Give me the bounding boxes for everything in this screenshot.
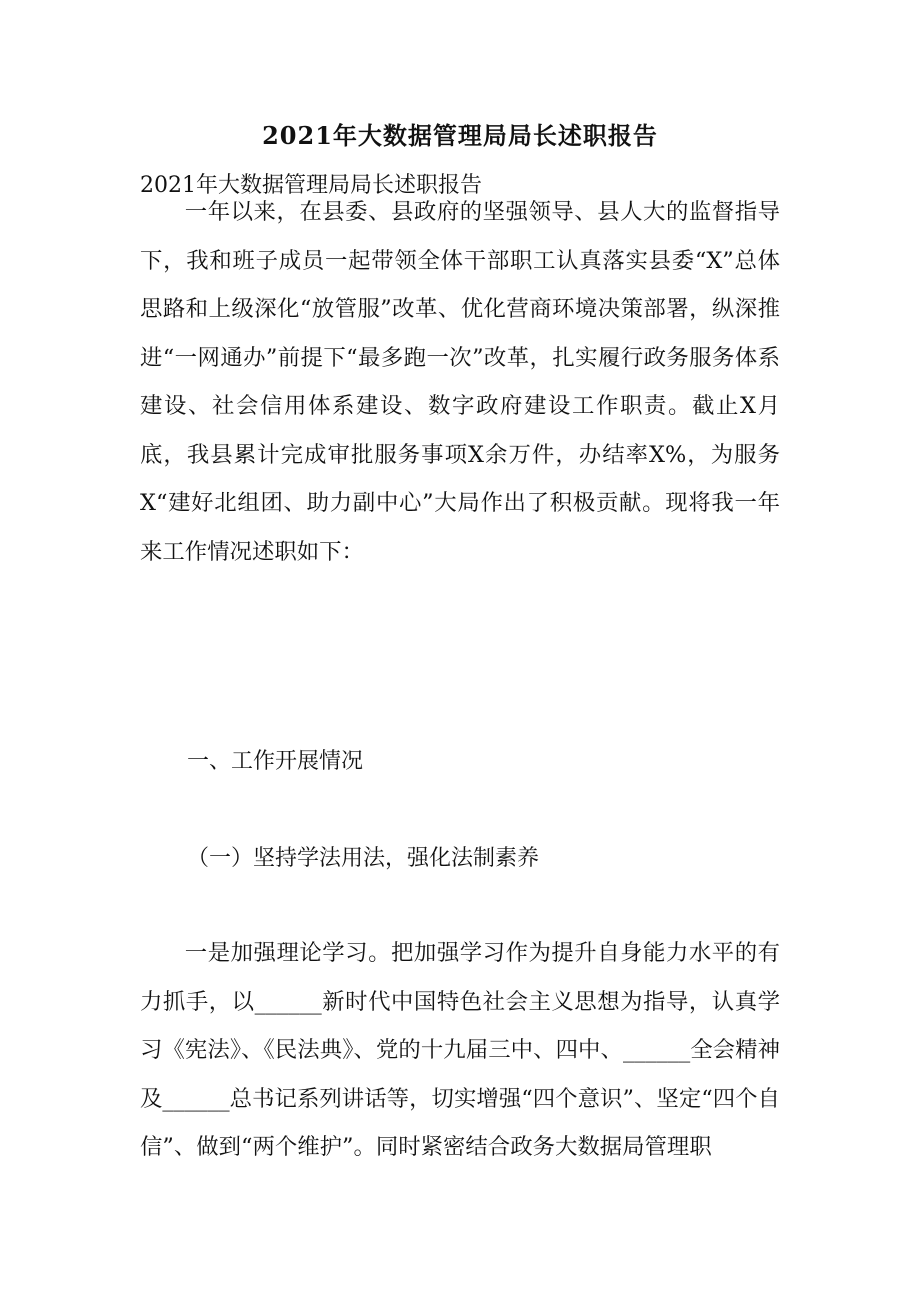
document-title: 2021年大数据管理局局长述职报告: [262, 121, 658, 150]
subsection-heading: （一）坚持学法用法，强化法制素养: [187, 846, 540, 871]
section-heading: 一、工作开展情况: [187, 749, 364, 774]
body-paragraph: 一是加强理论学习。把加强学习作为提升自身能力水平的有力抓手，以______新时代中国特色社会主义思想为指导，认真学习《宪法》、《民法典》、党的十九届三中、四中、______全会精神及______总书记系列讲话等，切实增强“四个意识”、坚定“四个自信”、做到“两个维护”。同时紧密结合政务大数据局管理职: [140, 940, 780, 1160]
intro-paragraph: 一年以来，在县委、县政府的坚强领导、县人大的监督指导下，我和班子成员一起带领全体干部职工认真落实县委“X”总体思路和上级深化“放管服”改革、优化营商环境决策部署，纵深推进“一网通办”前提下“最多跑一次”改革，扎实履行政务服务体系建设、社会信用体系建设、数字政府建设工作职责。截止X月底，我县累计完成审批服务事项X余万件，办结率X%，为服务X“建好北组团、助力副中心”大局作出了积极贡献。现将我一年来工作情况述职如下：: [140, 199, 780, 565]
document-subtitle: 2021年大数据管理局局长述职报告: [140, 173, 482, 198]
